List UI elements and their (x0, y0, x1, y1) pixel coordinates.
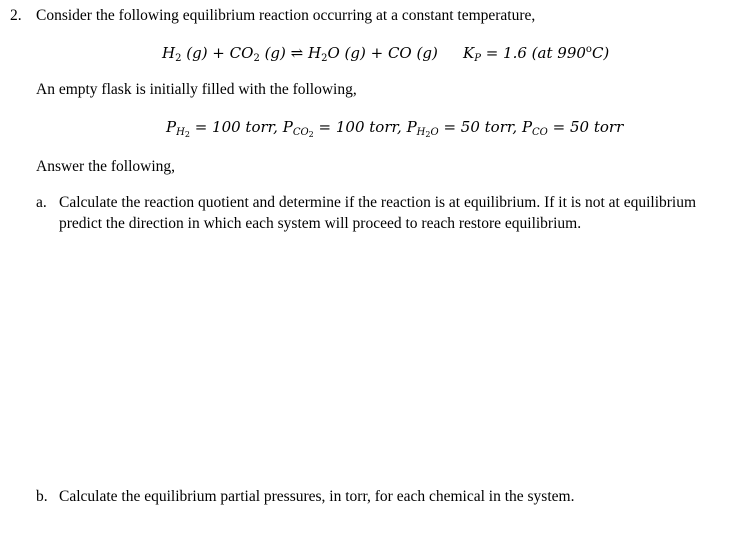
reactant-h2: $H_2$ (162, 44, 182, 64)
pressure-co: $P_{CO} = 50$ torr (521, 118, 624, 138)
equilibrium-constant: $K_P = 1.6$ (at 990$^o$C) (463, 44, 610, 64)
reactant-co2-state: (g) (259, 44, 291, 62)
reaction-equation (162, 43, 438, 63)
part-b-label: b. (36, 488, 48, 505)
reactant-h2-state: (g) + (181, 44, 230, 62)
question-number: 2. (10, 7, 22, 24)
part-a-text: Calculate the reaction quotient and determine if the reaction is at equilibrium. If it is not at equilibrium predict the direction in which each system will proceed to reach restore equilibrium. (59, 194, 697, 232)
initial-pressures (166, 117, 623, 137)
reactant-co2: $CO_2$ (229, 44, 260, 64)
equilibrium-arrow: ⇌ (290, 44, 304, 62)
answer-intro: Answer the following, (36, 158, 176, 175)
pressure-h2o: $P_{H_2O} = 50$ torr, (406, 118, 522, 139)
pressure-h2: $P_{H_2} = 100$ torr, (166, 118, 283, 139)
part-a-label: a. (36, 194, 47, 211)
pressure-co2: $P_{CO_2} = 100$ torr, (282, 118, 407, 139)
product-h2o: $H_2O$ (g) + CO (g) (303, 44, 438, 64)
question-prompt: Consider the following equilibrium reaction occurring at a constant temperature, (36, 7, 536, 24)
initial-conditions-text: An empty flask is initially filled with the following, (36, 81, 357, 98)
part-b-text: Calculate the equilibrium partial pressures, in torr, for each chemical in the system. (59, 488, 575, 505)
